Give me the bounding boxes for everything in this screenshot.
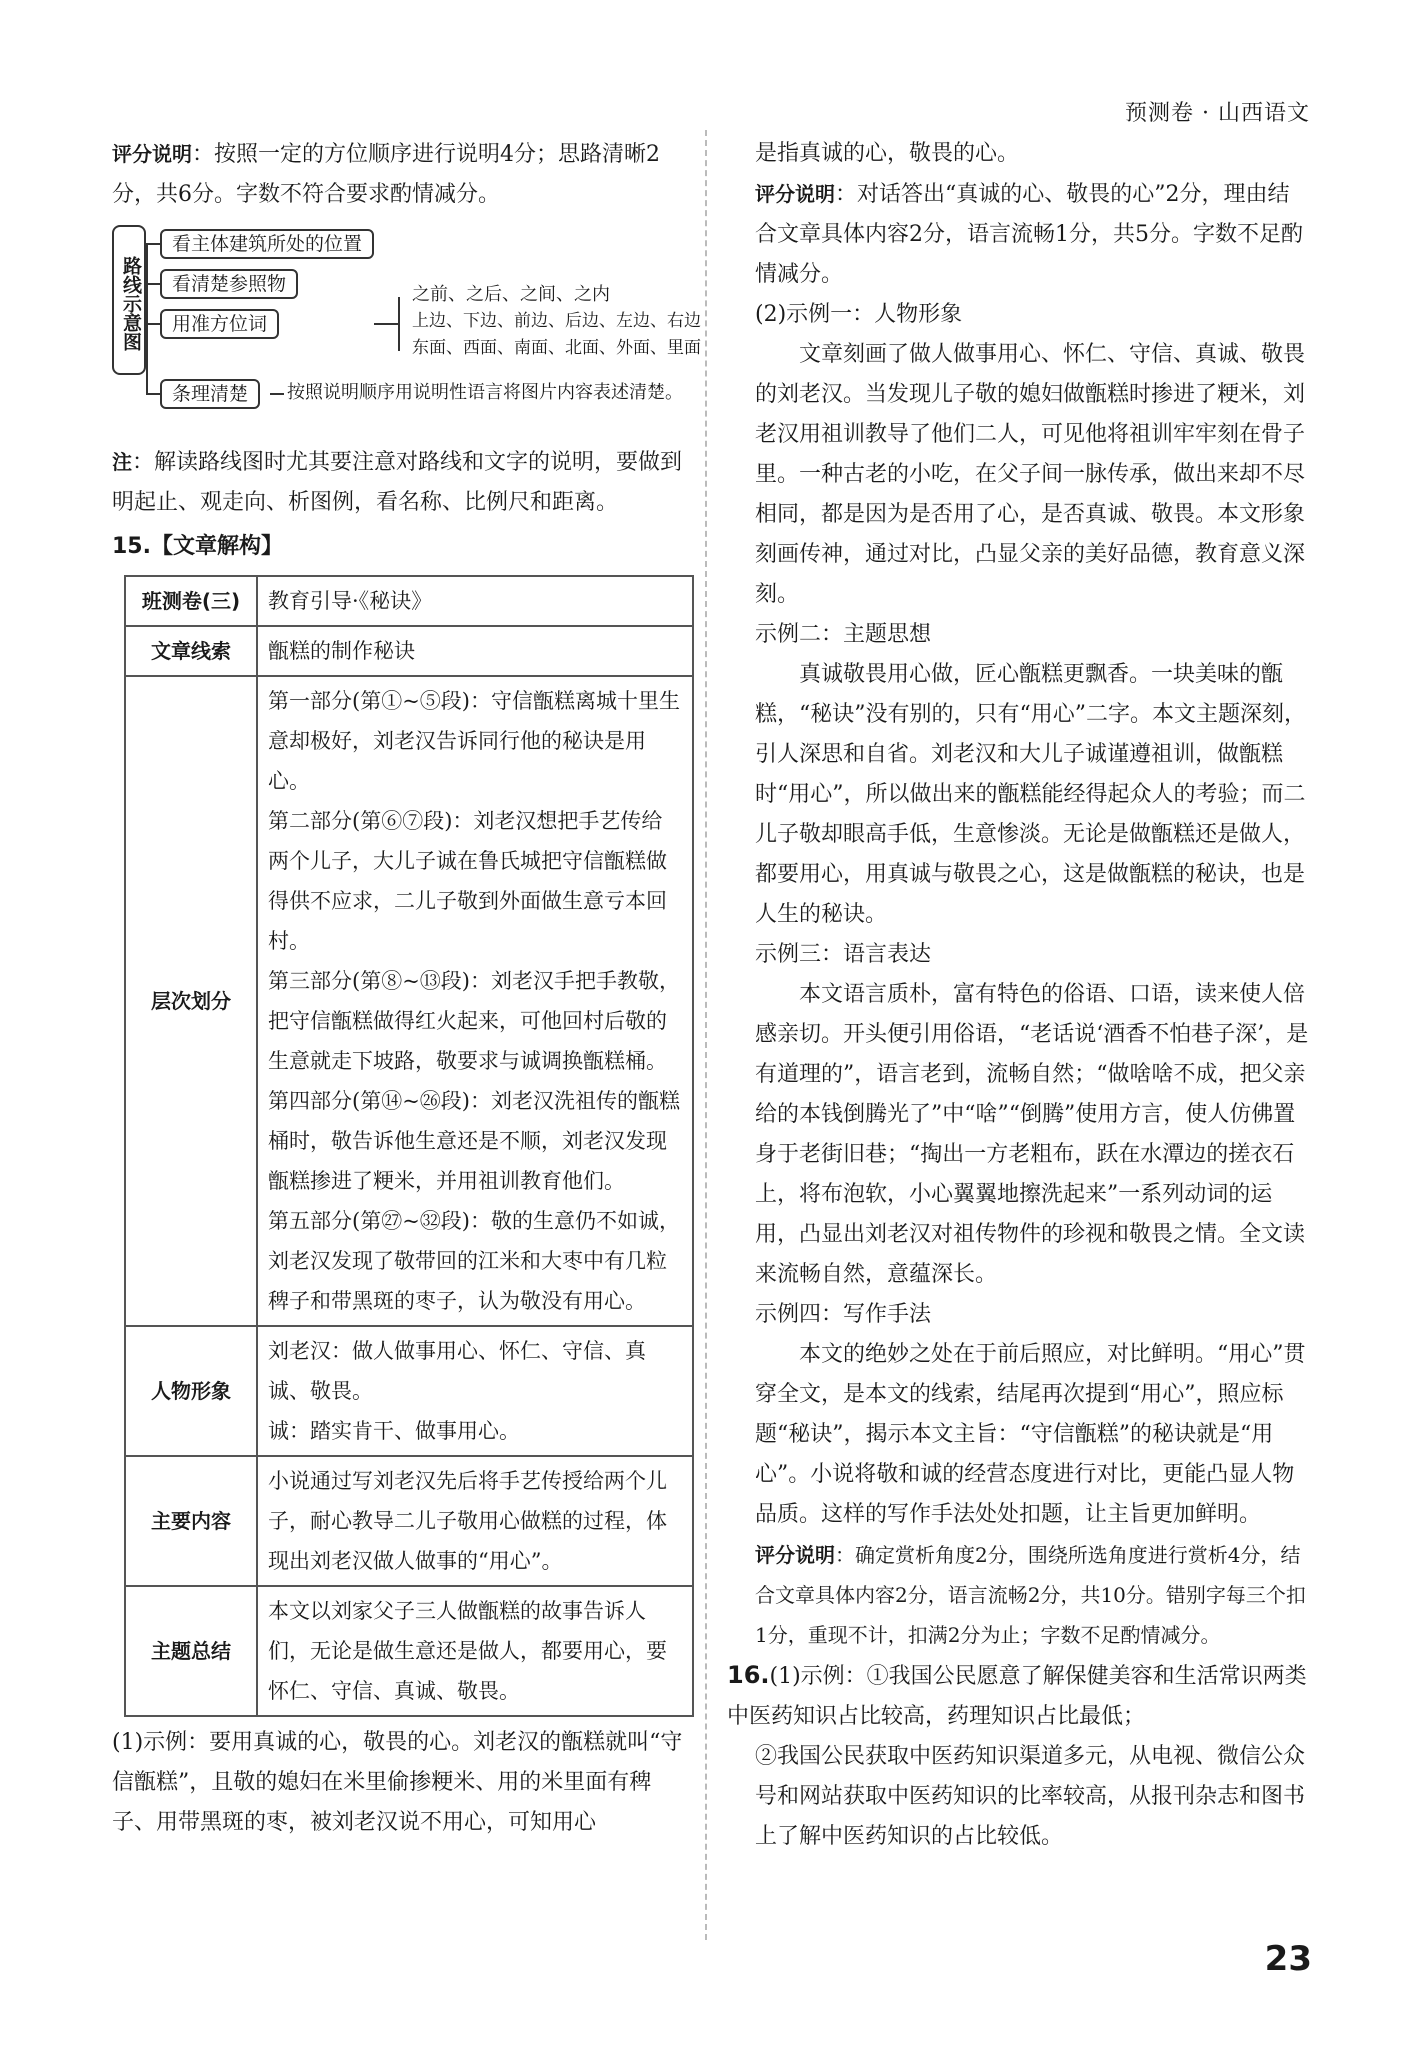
route-mindmap	[112, 221, 701, 436]
mindmap-connector	[146, 323, 160, 325]
continued-text: 是指真诚的心，敬畏的心。	[755, 141, 1020, 166]
mindmap-connector	[398, 297, 400, 351]
example-2: 真诚敬畏用心做，匠心甑糕更飘香。一块美味的甑糕，“秘诀”没有别的，只有“用心”二字。本文主题深刻，引人深思和自省。刘老汉和大儿子诚谨遵祖训，做甑糕时“用心”，所以做出来的甑糕能经得起众人的考验；而二儿子敬却眼高手低，生意惨淡。无论是做甑糕还是做人，都要用心，用真诚与敬畏之心，这是做甑糕的秘诀，也是人生的秘诀。	[755, 662, 1306, 927]
clarity-desc: 按照说明顺序用说明性语言将图片内容表述清楚。	[287, 382, 683, 403]
mindmap-node: 看主体建筑所处的位置	[160, 229, 374, 259]
example-1: 文章刻画了做人做事用心、怀仁、守信、真诚、敬畏的刘老汉。当发现儿子敬的媳妇做甑糕时掺进了粳米，刘老汉用祖训教导了他们二人，可见他将祖训牢牢刻在骨子里。一种古老的小吃，在父子间一脉传承，做出来却不尽相同，都是因为是否用了心，是否真诚、敬畏。本文形象刻画传神，通过对比，凸显父亲的美好品德，教育意义深刻。	[755, 342, 1306, 607]
direction-words: 之前、之后、之间、之内 上边、下边、前边、后边、左边、右边 东面、西面、南面、北面、外面、里面	[412, 284, 701, 358]
scoring-note-3: 评分说明：确定赏析角度2分，围绕所选角度进行赏析4分，结合文章具体内容2分，语言流畅2分，共10分。错别字每三个扣1分，重现不计，扣满2分为止；字数不足酌情减分。	[755, 1543, 1306, 1647]
mindmap-connector	[146, 243, 148, 393]
q15-1-answer: (1)示例：要用真诚的心，敬畏的心。刘老汉的甑糕就叫“守信甑糕”，且敬的媳妇在米里偷掺粳米、用的米里面有稗子、用带黑斑的枣，被刘老汉说不用心，可知用心	[112, 1730, 683, 1835]
page-number: 23	[1264, 1939, 1312, 1979]
mindmap-connector	[146, 393, 160, 395]
mindmap-node: 看清楚参照物	[160, 269, 298, 299]
example-3: 本文语言质朴，富有特色的俗语、口语，读来使人倍感亲切。开头便引用俗语，“老话说‘酒香不怕巷子深’，是有道理的”，语言老到，流畅自然；“做啥啥不成，把父亲给的本钱倒腾光了”中“啥”“倒腾”使用方言，使人仿佛置身于老街旧巷；“掏出一方老粗布，跃在水潭边的搓衣石上，将布泡软，小心翼翼地擦洗起来”一系列动词的运用，凸显出刘老汉对祖传物件的珍视和敬畏之情。全文读来流畅自然，意蕴深长。	[755, 982, 1309, 1287]
mindmap-connector	[146, 243, 160, 245]
q16-answer-1: 16.(1)示例：①我国公民愿意了解保健美容和生活常识两类中医药知识占比较高，药理知识占比最低；	[727, 1661, 1307, 1729]
q15-heading: 15.【文章解构】	[112, 534, 283, 559]
example-4-title: 示例四：写作手法	[755, 1302, 932, 1327]
mindmap-root: 路线示意图	[112, 225, 146, 375]
right-column	[727, 134, 1310, 1857]
mindmap-connector	[270, 393, 284, 395]
example-2-title: 示例二：主题思想	[755, 622, 932, 647]
table-row: 班测卷(三) 教育引导·《秘诀》	[125, 576, 693, 626]
mindmap-note: 注：解读路线图时尤其要注意对路线和文字的说明，要做到明起止、观走向、析图例，看名称、比例尺和距离。	[112, 450, 683, 515]
table-row: 主题总结 本文以刘家父子三人做甑糕的故事告诉人们，无论是做生意还是做人，都要用心，要怀仁、守信、真诚、敬畏。	[125, 1586, 693, 1716]
table-row: 主要内容 小说通过写刘老汉先后将手艺传授给两个儿子，耐心教导二儿子敬用心做糕的过程，体现出刘老汉做人做事的“用心”。	[125, 1456, 693, 1586]
table-row: 文章线索 甑糕的制作秘诀	[125, 626, 693, 676]
scoring-note-2: 评分说明：对话答出“真诚的心、敬畏的心”2分，理由结合文章具体内容2分，语言流畅1分，共5分。字数不足酌情减分。	[755, 182, 1303, 287]
mindmap-node: 用准方位词	[160, 309, 279, 339]
mindmap-connector	[374, 323, 398, 325]
article-structure-table	[124, 575, 694, 1717]
left-column	[112, 134, 701, 1843]
page-header: 预测卷 · 山西语文	[1125, 101, 1310, 126]
example-3-title: 示例三：语言表达	[755, 942, 932, 967]
mindmap-connector	[146, 283, 160, 285]
table-row: 层次划分 第一部分(第①~⑤段)：守信甑糕离城十里生意却极好，刘老汉告诉同行他的秘诀是用心。 第二部分(第⑥⑦段)：刘老汉想把手艺传给两个儿子，大儿子诚在鲁氏城把守信甑糕做得供不应求，二儿子敬到外面做生意亏本回村。 第三部分(第⑧~⑬段)：刘老汉手把手教敬，把守信甑糕做得红火起来，可他回村后敬的生意就走下坡路，敬要求与诚调换甑糕桶。 第四部分(第⑭~㉖段)：刘老汉洗祖传的甑糕桶时，敬告诉他生意还是不顺，刘老汉发现甑糕掺进了粳米，并用祖训教育他们。 第五部分(第㉗~㉜段)：敬的生意仍不如诚，刘老汉发现了敬带回的江米和大枣中有几粒稗子和带黑斑的枣子，认为敬没有用心。	[125, 676, 693, 1326]
mindmap-node: 条理清楚	[160, 379, 260, 409]
example-4: 本文的绝妙之处在于前后照应，对比鲜明。“用心”贯穿全文，是本文的线索，结尾再次提到“用心”，照应标题“秘诀”，揭示本文主旨：“守信甑糕”的秘诀就是“用心”。小说将敬和诚的经营态度进行对比，更能凸显人物品质。这样的写作手法处处扣题，让主旨更加鲜明。	[755, 1342, 1306, 1527]
scoring-label: 评分说明	[112, 142, 192, 166]
table-row: 人物形象 刘老汉：做人做事用心、怀仁、守信、真诚、敬畏。 诚：踏实肯干、做事用心。	[125, 1326, 693, 1456]
q16-answer-2: ②我国公民获取中医药知识渠道多元，从电视、微信公众号和网站获取中医药知识的比率较高，从报刊杂志和图书上了解中医药知识的占比较低。	[755, 1744, 1306, 1849]
q2-intro: (2)示例一：人物形象	[755, 302, 963, 327]
scoring-note-1: 评分说明：按照一定的方位顺序进行说明4分；思路清晰2分，共6分。字数不符合要求酌情减分。	[112, 142, 660, 207]
